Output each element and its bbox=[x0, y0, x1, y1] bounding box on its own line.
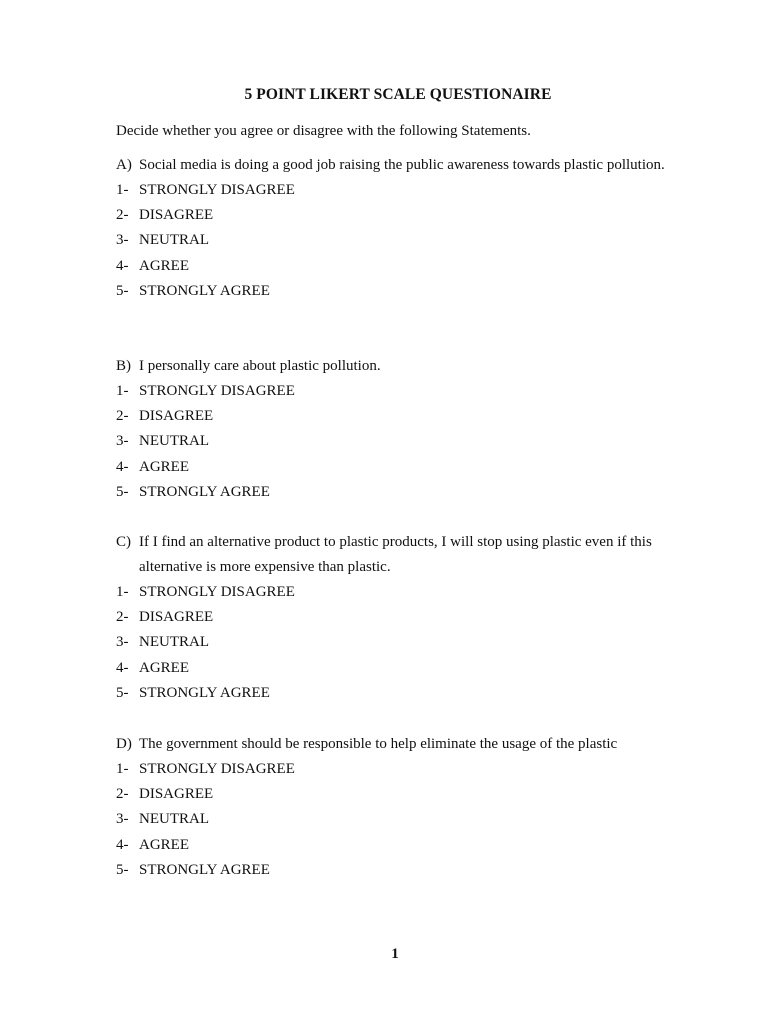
option-number: 4- bbox=[116, 659, 129, 676]
option-number: 1- bbox=[116, 584, 129, 600]
question-statement bbox=[116, 530, 674, 580]
option-label: DISAGREE bbox=[139, 207, 214, 224]
option-label: NEUTRAL bbox=[139, 232, 209, 249]
instruction-text: Decide whether you agree or disagree with the following Statements. bbox=[116, 123, 531, 139]
question-letter: C) bbox=[116, 534, 131, 550]
option-number: 4- bbox=[116, 836, 129, 853]
question-c bbox=[116, 530, 674, 706]
option-label: DISAGREE bbox=[139, 408, 214, 425]
option-label: STRONGLY AGREE bbox=[139, 282, 270, 299]
option-number: 2- bbox=[116, 609, 129, 626]
option-number: 4- bbox=[116, 257, 129, 274]
question-text: If I find an alternative product to plastic products, I will stop using plastic even if this alternative is more expensive than plastic. bbox=[139, 534, 652, 575]
option-number: 2- bbox=[116, 207, 129, 224]
option-label: NEUTRAL bbox=[139, 634, 209, 651]
question-letter: A) bbox=[116, 157, 132, 173]
option-number: 3- bbox=[116, 232, 129, 249]
question-statement bbox=[116, 732, 674, 757]
option-item bbox=[116, 404, 674, 429]
option-number: 1- bbox=[116, 383, 129, 399]
option-item bbox=[116, 455, 674, 480]
option-number: 5- bbox=[116, 282, 129, 299]
option-item bbox=[116, 782, 674, 807]
option-number: 2- bbox=[116, 786, 129, 803]
option-number: 5- bbox=[116, 684, 129, 701]
option-label: NEUTRAL bbox=[139, 811, 209, 828]
option-number: 5- bbox=[116, 861, 129, 878]
question-b bbox=[116, 354, 674, 505]
page-number: 1 bbox=[391, 946, 399, 962]
option-label: STRONGLY AGREE bbox=[139, 483, 270, 500]
question-text: I personally care about plastic pollution. bbox=[139, 358, 381, 374]
option-label: STRONGLY DISAGREE bbox=[139, 182, 295, 198]
option-item bbox=[116, 833, 674, 858]
option-label: DISAGREE bbox=[139, 609, 214, 626]
option-label: AGREE bbox=[139, 458, 189, 475]
option-number: 3- bbox=[116, 811, 129, 828]
option-label: STRONGLY DISAGREE bbox=[139, 761, 295, 777]
option-item bbox=[116, 228, 674, 253]
option-item bbox=[116, 379, 674, 404]
option-number: 2- bbox=[116, 408, 129, 425]
option-label: STRONGLY AGREE bbox=[139, 861, 270, 878]
question-letter: B) bbox=[116, 358, 131, 374]
question-a bbox=[116, 153, 674, 304]
option-label: AGREE bbox=[139, 257, 189, 274]
option-label: AGREE bbox=[139, 659, 189, 676]
option-item bbox=[116, 858, 674, 883]
option-number: 1- bbox=[116, 761, 129, 777]
option-item bbox=[116, 681, 674, 706]
option-label: NEUTRAL bbox=[139, 433, 209, 450]
option-label: STRONGLY AGREE bbox=[139, 684, 270, 701]
option-number: 3- bbox=[116, 634, 129, 651]
option-item bbox=[116, 757, 674, 782]
document-title: 5 POINT LIKERT SCALE QUESTIONAIRE bbox=[244, 86, 552, 103]
option-item bbox=[116, 178, 674, 203]
option-item bbox=[116, 807, 674, 832]
question-text: The government should be responsible to help eliminate the usage of the plastic bbox=[139, 736, 618, 752]
option-item bbox=[116, 630, 674, 655]
question-text: Social media is doing a good job raising the public awareness towards plastic pollution. bbox=[139, 157, 665, 173]
question-letter: D) bbox=[116, 736, 132, 752]
option-label: AGREE bbox=[139, 836, 189, 853]
option-label: STRONGLY DISAGREE bbox=[139, 383, 295, 399]
option-item bbox=[116, 279, 674, 304]
option-number: 5- bbox=[116, 483, 129, 500]
option-item bbox=[116, 429, 674, 454]
question-statement bbox=[116, 354, 674, 379]
option-item bbox=[116, 254, 674, 279]
option-number: 4- bbox=[116, 458, 129, 475]
option-item bbox=[116, 480, 674, 505]
option-item bbox=[116, 203, 674, 228]
option-item bbox=[116, 580, 674, 605]
option-number: 3- bbox=[116, 433, 129, 450]
option-item bbox=[116, 656, 674, 681]
option-item bbox=[116, 605, 674, 630]
option-number: 1- bbox=[116, 182, 129, 198]
option-label: DISAGREE bbox=[139, 786, 214, 803]
option-label: STRONGLY DISAGREE bbox=[139, 584, 295, 600]
question-d bbox=[116, 732, 674, 883]
question-statement bbox=[116, 153, 674, 178]
